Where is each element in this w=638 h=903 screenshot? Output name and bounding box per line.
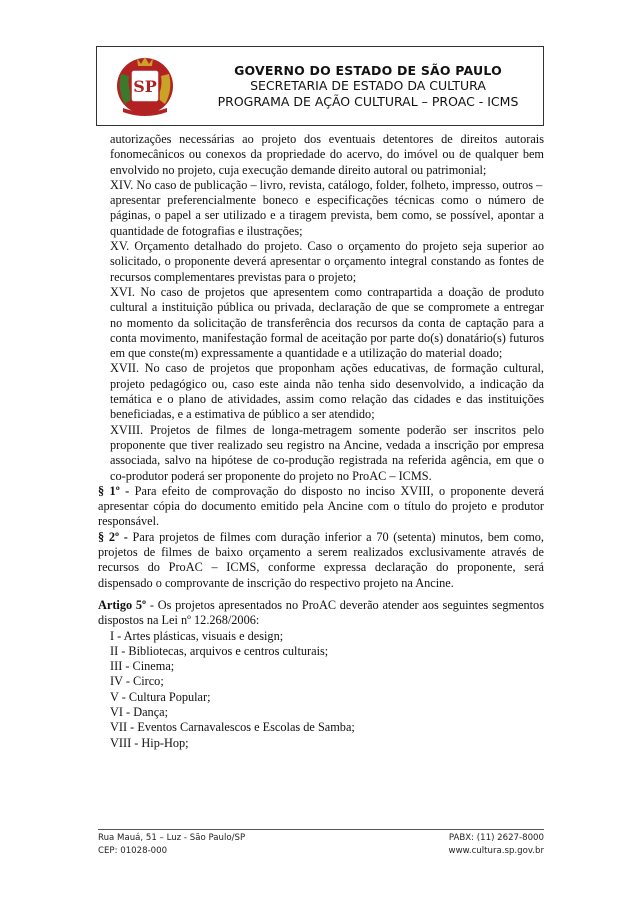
footer-website: www.cultura.sp.gov.br [448,846,544,856]
paragraph-item-xvii: XVII. No caso de projetos que proponham ações educativas, de formação cultural, projeto pedagógico ou, caso este ainda não tenha sido desenvolvido, a indicação da temática e o plano de atividades, assim como relação das cidades e das instituições beneficiadas, e a estimativa de público a ser atendido; [110,361,544,422]
footer-address: Rua Mauá, 51 – Luz - São Paulo/SP [98,833,246,843]
list-item: VIII - Hip-Hop; [110,735,189,750]
list-item: II - Bibliotecas, arquivos e centros culturais; [110,643,329,658]
footer-postal-code: CEP: 01028-000 [98,846,168,856]
paragraph-authorizations: autorizações necessárias ao projeto dos eventuais detentores de direitos autorais fonomecânicos ou conexos da propriedade do acervo, do imóvel ou de qualquer bem envolvido no projeto, cuja execução demande direito autoral ou patrimonial; [110,132,544,177]
header-secretariat: SECRETARIA DE ESTADO DA CULTURA [250,78,486,93]
list-item: IV - Circo; [110,674,164,689]
paragraph-item-xviii: XVIII. Projetos de filmes de longa-metragem somente poderão ser inscritos pelo proponente que tiver realizado seu registro na Ancine, vedada a inscrição por empresa associada, salvo na hipótese de co-produção registrada na referida agência, em que o co-produtor poderá ser proponente do projeto no ProAC – ICMS. [110,422,544,483]
header-program: PROGRAMA DE AÇÃO CULTURAL – PROAC - ICMS [217,94,519,109]
paragraph-item-xiv-cont: apresentar preferencialmente boneco e especificações técnicas como o número de páginas, o papel a ser utilizado e a tiragem prevista, bem como, se possível, apontar a quantidade de fotografias e ilustrações; [110,193,544,238]
list-item: I - Artes plásticas, visuais e design; [110,628,284,643]
paragraph-section-1 [98,484,544,530]
logo-monogram: SP [133,77,157,96]
list-item: III - Cinema; [110,659,175,674]
list-item: V - Cultura Popular; [110,689,211,704]
segment-list [98,629,544,751]
header-government: GOVERNO DO ESTADO DE SÃO PAULO [234,63,502,78]
document-body [98,132,544,751]
paragraph-section-2 [98,530,544,591]
article-5-label: Artigo 5º [98,597,147,612]
section-2-label: § 2º - [98,529,128,544]
sao-paulo-coat-of-arms-logo [111,54,179,122]
article-5-text: - Os projetos apresentados no ProAC deverão atender aos seguintes segmentos dispostos na Lei nº 12.268/2006: [98,597,544,628]
paragraph-article-5 [98,598,544,629]
paragraph-item-xv: XV. Orçamento detalhado do projeto. Caso o orçamento do projeto seja superior ao solicitado, o proponente deverá apresentar o orçamento integral constando as fontes de recursos complementares previstas para o projeto; [110,239,544,284]
list-item: VII - Eventos Carnavalescos e Escolas de Samba; [110,720,355,735]
paragraph-item-xiv: XIV. No caso de publicação – livro, revista, catálogo, folder, folheto, impresso, outros – [110,177,543,192]
section-1-label: § 1º - [98,483,130,498]
footer-phone: PABX: (11) 2627-8000 [448,833,544,843]
list-item: VI - Dança; [110,704,169,719]
section-1-text: Para efeito de comprovação do disposto no inciso XVIII, o proponente deverá apresentar cópia do documento emitido pela Ancine com o título do projeto e produtor responsável. [98,483,544,529]
section-2-text: Para projetos de filmes com duração inferior a 70 (setenta) minutos, bem como, projetos de filmes de baixo orçamento a serem realizados exclusivamente através de recursos do ProAC – ICMS, conforme expressa declaração do proponente, será dispensado o comprovante de inscrição do respectivo projeto na Ancine. [98,529,544,590]
letterhead [96,46,544,126]
footer-divider [98,829,544,830]
paragraph-item-xvi: XVI. No caso de projetos que apresentem como contrapartida a doação de produto cultural a instituição pública ou privada, declaração de que se compromete a entregar no momento da solicitação de transferência dos recursos da conta de captação para a conta movimento, manifestação formal de aceitação por parte do(s) donatário(s) futuros em que conste(m) expressamente a quantidade e a utilização do material doado; [110,284,544,361]
